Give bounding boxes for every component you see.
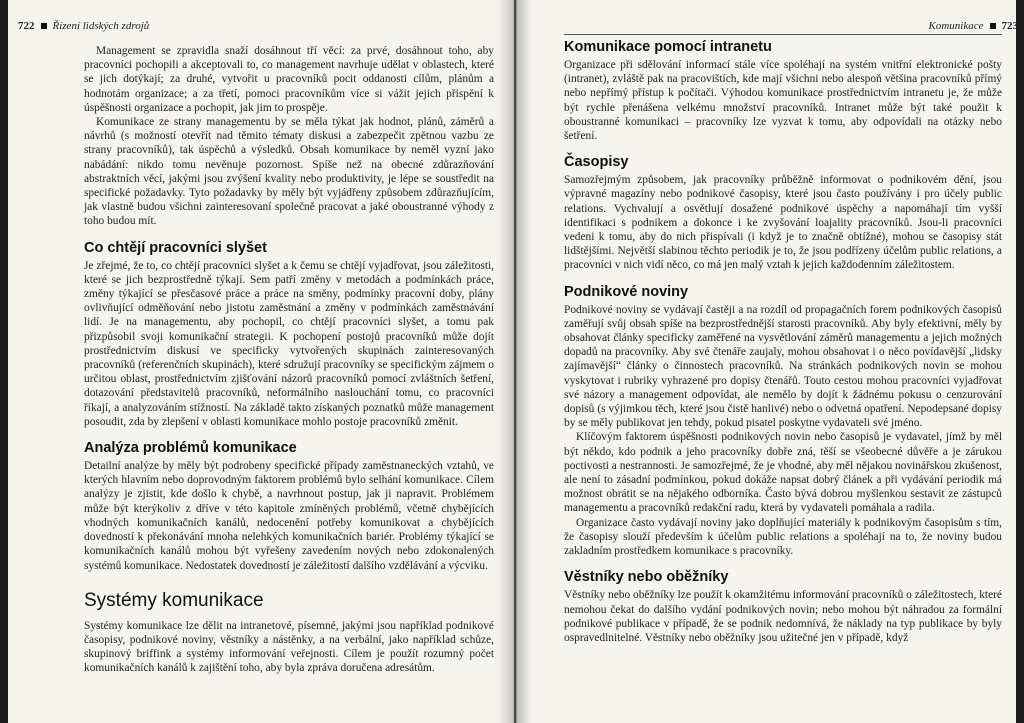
section-heading: Komunikace pomocí intranetu [564,39,772,55]
section-heading: Věstníky nebo oběžníky [564,569,729,586]
section-heading: Podnikové noviny [564,283,689,300]
right-page-edge [1016,0,1024,723]
page-number: 723 [1001,20,1018,32]
paragraph: Komunikace ze strany managementu by se měla týkat jak hodnot, plánů, záměrů a návrhů (s možností otevřít nad těmito tématy diskusi a zabezpečit zpětnou vazbu ze strany pracovníků), tak úspěchů a výsledků. Obsah komunikace by neměl vyzní jako nabádání: nikdo tomu nevěnuje pozornost. Spíše než na obecné zdůrazňování abstraktních věcí, jakými jsou zvýšení kvality nebo produktivity, je lépe se soustředit na specifické požadavky. Tyto požadavky by měly být vyjádřeny způsobem zdůrazňujícím, jak vlastně budou všichni zainteresovaní společně pracovat a jaké oboustranné výhody z toho budou mít. [84,116,494,228]
paragraph: Detailní analýze by měly být podrobeny specifické případy zaměstnaneckých vztahů, ve kterých hlavním nebo doprovodným faktorem problémů bylo selhání komunikace. Cílem analýzy je zjistit, kde došlo k chybě, a navrhnout postup, jak ji napravit. Problémem může být kterýkoliv z dříve v této kapitole zmíněných problémů, včetně chybějících vhodných komunikačních kanálů, nedocenění potřeby komunikovat a chybějících dovedností k překonávání mnoha nelehkých komunikačních bariér. Problémy týkající se komunikačních kanálů mohou být vyřešeny zavedením nových nebo zdokonalených systémů komunikace. Nedostatek dovedností je záležitostí dalšího vzdělávání a výcviku. [84,460,494,572]
left-page-text [84,44,494,676]
paragraph: Klíčovým faktorem úspěšnosti podnikových novin nebo časopisů je vydavatel, jímž by měl být někdo, kdo podnik a jeho pracovníky dobře zná, těší se všeobecné důvěře a je zárukou poctivosti a nestrannosti. Je samozřejmé, že je vhodné, aby měl nějakou novinářskou zkušenost, ale není to zásadní podmínkou, pokud dokáže napsat dobrý článek a při vydávání periodik má možnost obrátit se na nějakého odborníka. Často bývá dobrou myšlenkou sestavit ze zástupců managementu a pracovníků redakční radu, která by vydavateli pomáhala a radila. [564,431,1002,515]
paragraph: Je zřejmé, že to, co chtějí pracovníci slyšet a k čemu se chtějí vyjadřovat, jsou záležitosti, které se jich bezprostředně týkají. Sem patří změny v metodách a podmínkách práce, změny týkající se přesčasové práce a práce na směny, podmínky pracovní doby, plány ovlivňující odměňování nebo jistotu zaměstnání a změny v podmínkách zaměstnávání lidí. Je na managementu, aby pochopil, co chtějí pracovníci slyšet, a tomu pak přizpůsobil svoji komunikační strategii. K pochopení postojů pracovníků může dojít prostřednictvím diskusí ve specificky vytvořených skupinách zainteresovaných pracovníků (referenčních skupinách), které sdružují pracovníky se specifickým zájmem o určitou oblast, prostřednictvím zjišťování názorů pracovníků pomocí zvláštních šetření, dotazování představitelů pracovníků, neformálního naslouchání tomu, co pracovníci říkají, a analyzováním stížností. Na základě takto získaných poznatků může management posoudit, zda by zlepšení v oblasti komunikace mohlo postoje pracovníků změnit. [84,259,494,428]
paragraph: Systémy komunikace lze dělit na intranetové, písemné, jakými jsou například podnikové časopisy, podnikové noviny, věstníky a nástěnky, a na verbální, jako například schůze, skupinový briffink a systémy informování veřejnosti. Cílem je použít rozumný počet komunikačních kanálů k zajištění toho, aby byla zpráva doručena adresátům. [84,619,494,675]
chapter-section-heading: Systémy komunikace [84,589,264,611]
running-title: Řízení lidských zdrojů [52,20,150,32]
left-page-edge [0,0,8,723]
square-bullet-icon [41,23,47,29]
header-rule [564,34,1002,35]
square-bullet-icon [990,23,996,29]
running-title: Komunikace [928,20,984,32]
right-page [512,0,1024,723]
paragraph: Organizace často vydávají noviny jako doplňující materiály k podnikovým časopisům s tím, že časopisy slouží především k účelům public relations a spoléhají na to, že noviny budou zakladním prostředkem komunikace s pracovníky. [564,516,1002,558]
section-heading: Co chtějí pracovníci slyšet [84,239,267,256]
paragraph: Organizace při sdělování informací stále více spoléhají na systém vnitřní elektronické pošty (intranet), zvláště pak na pracovištích, kde mají všichni nebo alespoň většina pracovníků přímý nebo nepřímý přístup k počítači. Výhodou komunikace prostřednictvím intranetu je, že může být rychle přenášena velkému množství pracovníků. Intranet může být také použit k oboustranné komunikaci – pracovníky lze vyzvat k tomu, aby odpovídali na otázky nebo šetření. [564,59,1002,143]
right-page-text [564,38,1002,645]
page-number: 722 [18,20,35,32]
paragraph: Věstníky nebo oběžníky lze použít k okamžitému informování pracovníků o záležitostech, které nemohou čekat do dalšího vydání podnikových novin; nebo mohou být náhradou za formální podnikové publikace v případě, že se podnik nedomnívá, že náklady na typ publikace by byly ospravedlnitelné. Věstníky nebo oběžníky jsou užitečné jen v případě, když [564,589,1002,644]
paragraph: Samozřejmým způsobem, jak pracovníky průběžně informovat o podnikovém dění, jsou výpravné magazíny nebo podnikové časopisy, které jsou často používány i pro účely public relations. Vychvalují a osvětlují dosažené podnikové úspěchy a napomáhají tím vyšší identifikaci s podnikem a dokonce i ke zvyšování loajality pracovníků. Jsou-li pracovníci vedeni k tomu, aby do nich přispívali (i když je to značně obtížné), mohou se časopisy stát lidštějšími. Největší slabinou těchto periodik je to, že jsou podřízeny účelům public relations, a pracovníci v nich vidí něco, co má jen malý vztah k jejich každodenním záležitostem. [564,174,1002,272]
right-running-head [929,20,1018,32]
section-heading: Časopisy [564,154,629,171]
left-running-head [18,20,149,32]
section-heading: Analýza problémů komunikace [84,440,297,457]
paragraph: Management se zpravidla snaží dosáhnout tří věcí: za prvé, dosáhnout toho, aby pracovníci pochopili a akceptovali to, co management navrhuje udělat v oblastech, které se jich dotýkají; za druhé, vytvořit u pracovníků pocit oddanosti cílům, plánům a hodnotám organizace; a za třetí, pomoci pracovníkům více si vážit jejich přispění k úspěšnosti organizace a pochopit, jak jim to prospěje. [84,45,494,114]
paragraph: Podnikové noviny se vydávají častěji a na rozdíl od propagačních forem podnikových časopisů zaměřují svůj obsah spíše na bezprostřednější starosti pracovníků. Aby byly efektivní, měly by obsahovat články specificky zaměřené na vysvětlování záměrů managementu a jejich možných dopadů na pracovníky. Aby své čtenáře zaujaly, mohou obsahovat i o něco povídavější „lidsky zajímavější“ články o činnostech pracovníků. Na stránkách podnikových novin se mohou vyskytovat i rubriky vyhrazené pro dopisy čtenářů. Touto cestou mohou pracovníci vyjadřovat své názory a management odpovídat, ale nemělo by dojít k žádnému pokusu o cenzurování dopisů (s výjimkou těch, které jsou čistě hanlivé) nebo o odvetná opatření. Nepodepsané dopisy by se měly publikovat jen tehdy, pokud pisatel poskytne vydavateli své jméno. [564,303,1002,430]
